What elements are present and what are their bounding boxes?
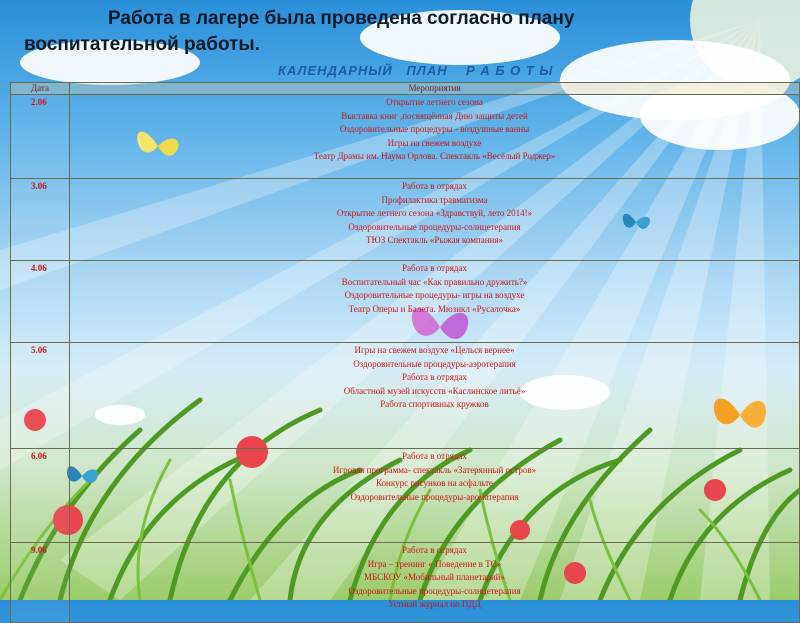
event-item: Работа в отрядах (402, 263, 467, 273)
column-header-date: Дата (11, 83, 70, 95)
row-events (70, 343, 800, 449)
row-date: 4.06 (11, 261, 70, 343)
event-item: Открытие летнего сезона (386, 97, 483, 107)
event-item: Выставка книг ,посвящённая Дню защиты детей (341, 110, 528, 121)
event-item: Оздоровительные процедуры-солнцетерапия (348, 221, 521, 232)
event-item: Воспитательный час «Как правильно дружить?» (341, 276, 528, 287)
event-item: Оздоровительные процедуры-ароматерапия (350, 491, 519, 502)
event-item: Игры на свежем воздухе (387, 137, 482, 148)
table-row (11, 343, 800, 449)
title-line-1: Работа в лагере была проведена согласно плану (108, 8, 575, 29)
table-row (11, 179, 800, 261)
row-events (70, 95, 800, 179)
table-row (11, 543, 800, 623)
event-item: Профилактика травматизма (381, 194, 488, 205)
event-item: Театр Драмы им. Наума Орлова. Спектакль «Весёлый Роджер» (313, 151, 556, 161)
table-row (11, 449, 800, 543)
row-date: 9.06 (11, 543, 70, 623)
event-item: Открытие летнего сезона «Здравствуй, лето 2014!» (336, 208, 533, 218)
event-item: Работа в отрядах (402, 181, 467, 191)
title-line-2: воспитательной работы. (24, 34, 260, 55)
row-events (70, 543, 800, 623)
row-date: 2.06 (11, 95, 70, 179)
event-item: МБСКОУ «Мобильный планетарий» (364, 572, 505, 582)
row-events (70, 179, 800, 261)
event-item: Игровая программа- спектакль «Затерянный остров» (332, 464, 537, 475)
event-item: Конкурс рисунков на асфальте (375, 478, 494, 488)
calendar-plan-table (10, 82, 800, 623)
event-item: Оздоровительные процедуры - воздушные ванны (339, 124, 530, 134)
event-item: ТЮЗ Спектакль «Рыжая компания» (365, 235, 503, 245)
row-events (70, 449, 800, 543)
event-item: Оздоровительные процедуры-солнцетерапия (348, 585, 521, 596)
event-item: Оздоровительные процедуры- игры на воздухе (344, 290, 525, 300)
event-item: Оздоровительные процедуры-аэротерапия (353, 358, 516, 369)
event-item: Театр Оперы и Балета. Мюзикл «Русалочка» (348, 303, 521, 314)
event-item: Игры на свежем воздухе «Целься вернее» (354, 345, 515, 355)
row-date: 5.06 (11, 343, 70, 449)
event-item: Устный журнал по ПДД (388, 599, 481, 609)
row-events (70, 261, 800, 343)
event-item: Игра – тренинг « Поведение в ТС» (367, 558, 502, 569)
event-item: Областной музей искусств «Каслинское литьё» (343, 385, 526, 396)
event-item: Работа в отрядах (402, 372, 467, 382)
event-item: Работа в отрядах (402, 451, 467, 461)
table-row (11, 95, 800, 179)
event-item: Работа в отрядах (402, 545, 467, 555)
table-caption: КАЛЕНДАРНЫЙ ПЛАН Р А Б О Т Ы (278, 63, 554, 78)
table-header-row (11, 83, 800, 95)
column-header-events: Мероприятия (70, 83, 800, 95)
event-item: Работа спортивных кружков (380, 399, 489, 409)
table-row (11, 261, 800, 343)
row-date: 6.06 (11, 449, 70, 543)
page-title (24, 6, 724, 58)
row-date: 3.06 (11, 179, 70, 261)
